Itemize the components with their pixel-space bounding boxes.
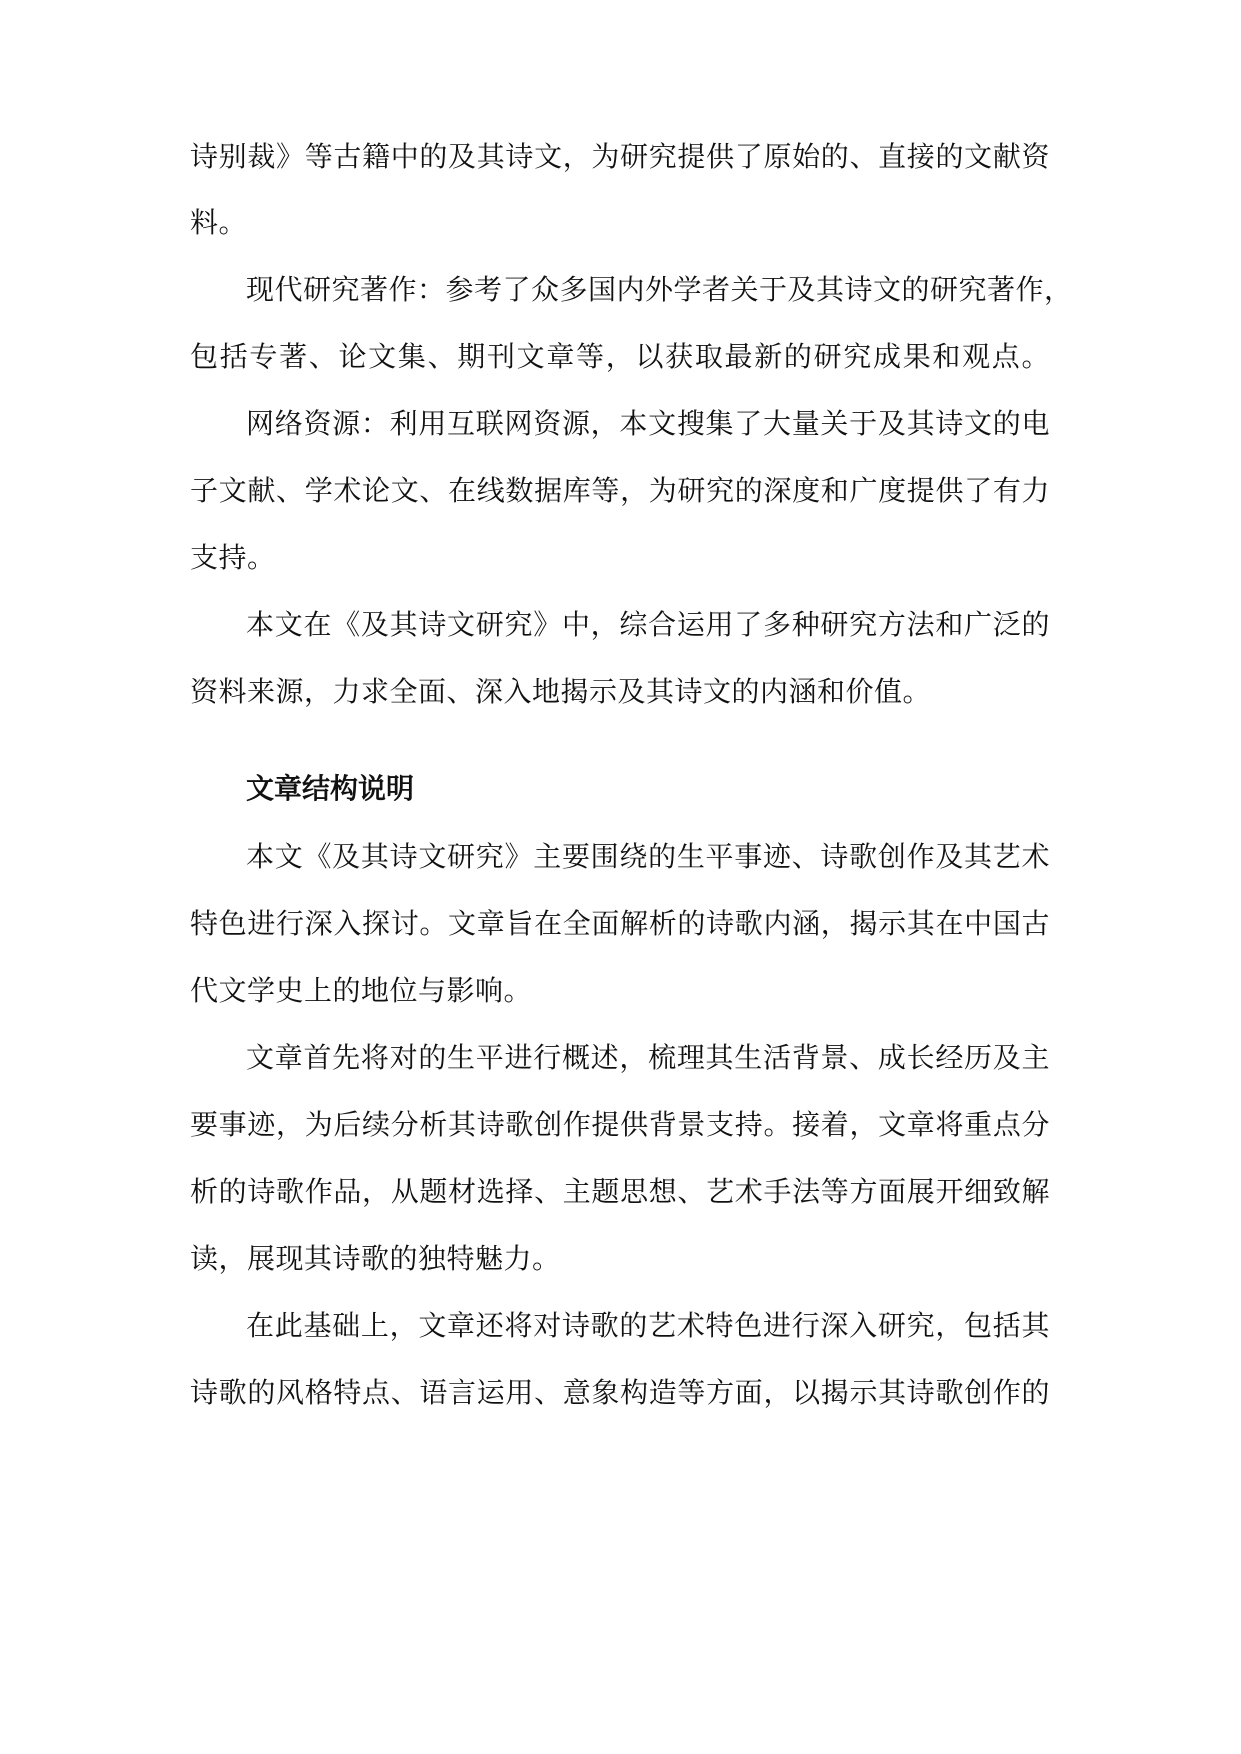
section-heading: 文章结构说明 [246, 772, 415, 805]
body-text-line: 诗别裁》等古籍中的及其诗文，为研究提供了原始的、直接的文献资 [190, 140, 1050, 173]
body-text-line: 在此基础上，文章还将对诗歌的艺术特色进行深入研究，包括其 [246, 1309, 1050, 1342]
body-text-line: 本文《及其诗文研究》主要围绕的生平事迹、诗歌创作及其艺术 [246, 840, 1050, 873]
body-text-line: 文章首先将对的生平进行概述，梳理其生活背景、成长经历及主 [246, 1041, 1050, 1074]
body-text-line: 资料来源，力求全面、深入地揭示及其诗文的内涵和价值。 [190, 675, 932, 708]
body-text-line: 料。 [190, 206, 248, 239]
body-text-line: 现代研究著作：参考了众多国内外学者关于及其诗文的研究著作， [246, 273, 1073, 306]
document-page [190, 0, 1073, 1754]
body-text-line: 网络资源：利用互联网资源，本文搜集了大量关于及其诗文的电 [246, 407, 1050, 440]
body-text-line: 要事迹，为后续分析其诗歌创作提供背景支持。接着，文章将重点分 [190, 1108, 1050, 1141]
body-text-line: 子文献、学术论文、在线数据库等，为研究的深度和广度提供了有力 [190, 474, 1050, 507]
body-text-line: 诗歌的风格特点、语言运用、意象构造等方面，以揭示其诗歌创作的 [190, 1376, 1050, 1409]
body-text-line: 本文在《及其诗文研究》中，综合运用了多种研究方法和广泛的 [246, 608, 1050, 641]
body-text-line: 支持。 [190, 541, 276, 574]
body-text-line: 析的诗歌作品，从题材选择、主题思想、艺术手法等方面展开细致解 [190, 1175, 1050, 1208]
body-text-line: 代文学史上的地位与影响。 [190, 974, 533, 1007]
body-text-line: 包括专著、论文集、期刊文章等，以获取最新的研究成果和观点。 [190, 340, 1050, 373]
body-text-line: 特色进行深入探讨。文章旨在全面解析的诗歌内涵，揭示其在中国古 [190, 907, 1050, 940]
body-text-line: 读，展现其诗歌的独特魅力。 [190, 1242, 561, 1275]
